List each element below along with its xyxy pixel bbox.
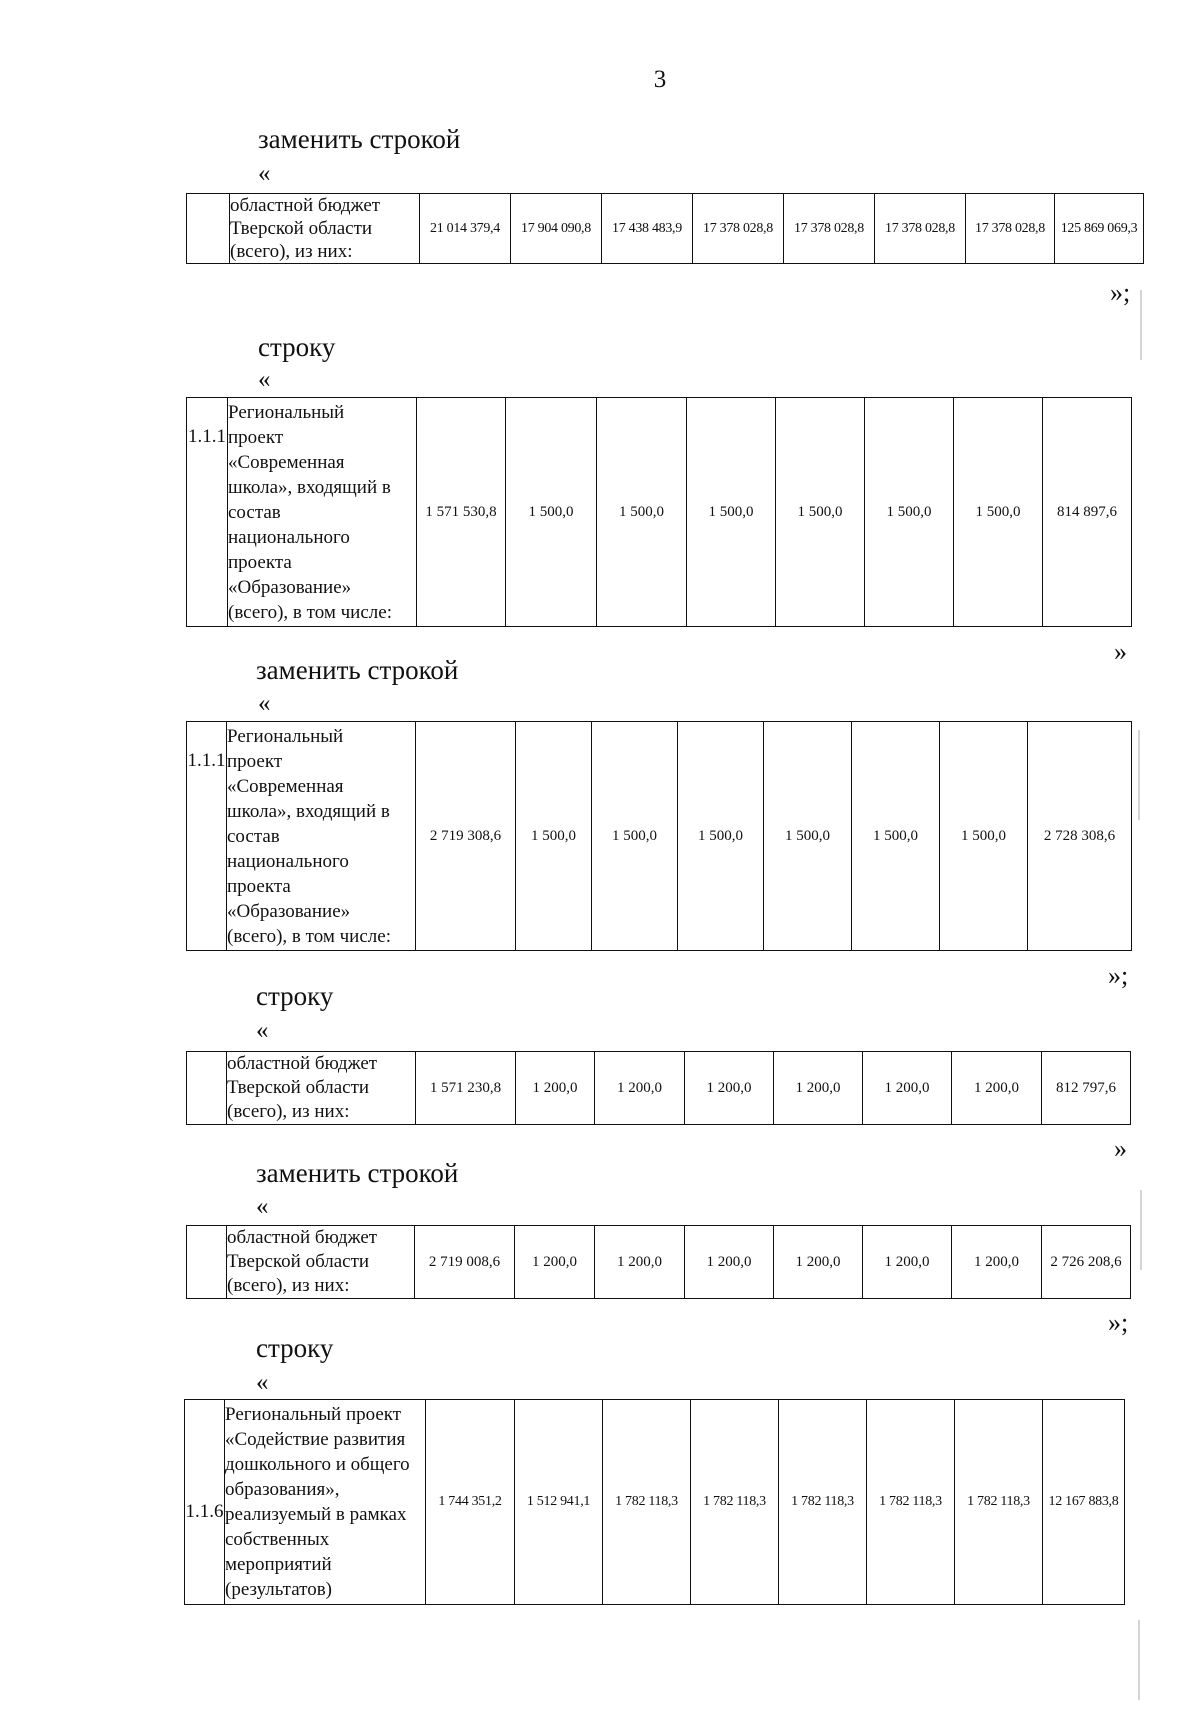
project-row-table <box>184 1399 1125 1605</box>
open-quote: « <box>258 160 271 187</box>
value-cell: 12 167 883,8 <box>1043 1400 1125 1605</box>
close-quote: »; <box>1108 961 1129 990</box>
value-cell: 1 200,0 <box>774 1226 863 1299</box>
close-quote: »; <box>1108 1308 1129 1337</box>
row-label-line: (результатов) <box>225 1579 333 1600</box>
value-cell: 1 500,0 <box>865 398 954 627</box>
project-row-table <box>186 721 1132 951</box>
budget-row-table <box>186 1051 1131 1125</box>
value-cell: 812 797,6 <box>1042 1052 1131 1125</box>
row-label-line: проект <box>227 750 283 772</box>
row-label-line: национального <box>228 526 350 548</box>
row-code <box>187 194 230 264</box>
value-cell: 1 200,0 <box>685 1226 774 1299</box>
open-quote: « <box>258 690 271 717</box>
value-cell: 17 438 483,9 <box>602 194 693 264</box>
row-label-line: Региональный <box>228 401 345 423</box>
value-cell: 1 782 118,3 <box>603 1400 691 1605</box>
value-cell: 1 744 351,2 <box>426 1400 515 1605</box>
row-label-line: проекта <box>228 551 292 573</box>
row-label-line: Тверской области <box>230 218 373 239</box>
row-label-line: состав <box>227 825 280 847</box>
value-cell: 1 200,0 <box>863 1052 952 1125</box>
value-cell: 1 782 118,3 <box>867 1400 955 1605</box>
value-cell: 1 500,0 <box>940 722 1028 951</box>
row-label-line: (всего), в том числе: <box>227 925 391 947</box>
row-label-line: национального <box>227 850 349 872</box>
value-cell: 1 500,0 <box>597 398 687 627</box>
row-heading: строку <box>256 981 334 1011</box>
value-cell: 17 378 028,8 <box>966 194 1055 264</box>
value-cell: 1 500,0 <box>678 722 764 951</box>
project-row-table <box>186 397 1132 627</box>
value-cell: 1 500,0 <box>516 722 592 951</box>
row-label <box>227 722 416 951</box>
value-cell: 1 200,0 <box>952 1226 1042 1299</box>
value-cell: 1 500,0 <box>954 398 1043 627</box>
scan-artifact <box>1138 1620 1140 1700</box>
row-heading: строку <box>258 332 336 362</box>
value-cell: 1 500,0 <box>687 398 776 627</box>
budget-row-table <box>186 193 1144 264</box>
replace-heading: заменить строкой <box>256 1158 459 1188</box>
row-label-line: областной бюджет <box>227 1227 378 1248</box>
row-label-line: школа», входящий в <box>227 800 390 822</box>
row-label <box>230 194 420 264</box>
page-number: 3 <box>653 66 667 93</box>
row-label-line: Тверской области <box>227 1251 370 1272</box>
scan-artifact <box>1140 1190 1142 1270</box>
row-label <box>225 1400 426 1605</box>
row-label <box>227 1226 415 1299</box>
value-cell: 125 869 069,3 <box>1055 194 1144 264</box>
row-code <box>187 1052 227 1125</box>
row-label-line: дошкольного и общего <box>225 1454 410 1475</box>
value-cell: 2 719 308,6 <box>416 722 516 951</box>
row-code: 1.1.1 <box>187 722 227 951</box>
value-cell: 1 571 230,8 <box>416 1052 516 1125</box>
open-quote: « <box>258 366 271 393</box>
row-label-line: школа», входящий в <box>228 476 391 498</box>
row-label-line: областной бюджет <box>227 1053 378 1074</box>
value-cell: 1 782 118,3 <box>691 1400 779 1605</box>
replace-heading: заменить строкой <box>256 655 459 685</box>
budget-row-table <box>186 1225 1131 1299</box>
open-quote: « <box>256 1369 269 1396</box>
value-cell: 1 200,0 <box>863 1226 952 1299</box>
close-quote: » <box>1114 1134 1127 1163</box>
close-quote: »; <box>1110 278 1131 307</box>
value-cell: 1 500,0 <box>764 722 852 951</box>
replace-heading: заменить строкой <box>258 124 461 154</box>
scan-artifact <box>1140 290 1142 360</box>
value-cell: 21 014 379,4 <box>420 194 511 264</box>
value-cell: 1 200,0 <box>595 1052 685 1125</box>
row-label-line: мероприятий <box>225 1554 332 1575</box>
value-cell: 1 200,0 <box>685 1052 774 1125</box>
row-label-line: «Образование» <box>228 576 352 598</box>
value-cell: 814 897,6 <box>1043 398 1132 627</box>
row-label-line: областной бюджет <box>230 195 381 216</box>
row-heading: строку <box>256 1333 334 1363</box>
row-code: 1.1.1 <box>187 398 228 627</box>
row-label-line: «Современная <box>227 775 344 797</box>
row-label-line: реализуемый в рамках <box>225 1504 407 1525</box>
row-label-line: собственных <box>225 1529 330 1550</box>
row-label <box>227 1052 416 1125</box>
value-cell: 2 726 208,6 <box>1042 1226 1131 1299</box>
value-cell: 17 378 028,8 <box>875 194 966 264</box>
row-label <box>228 398 417 627</box>
row-label-line: «Современная <box>228 451 345 473</box>
value-cell: 1 200,0 <box>774 1052 863 1125</box>
row-label-line: (всего), из них: <box>227 1275 350 1296</box>
scan-artifact <box>1138 730 1140 820</box>
value-cell: 1 200,0 <box>515 1226 595 1299</box>
row-code <box>187 1226 227 1299</box>
value-cell: 1 571 530,8 <box>417 398 506 627</box>
value-cell: 1 500,0 <box>852 722 940 951</box>
value-cell: 1 782 118,3 <box>779 1400 867 1605</box>
open-quote: « <box>256 1193 269 1220</box>
value-cell: 1 500,0 <box>506 398 597 627</box>
row-label-line: «Содействие развития <box>225 1429 406 1450</box>
row-label-line: «Образование» <box>227 900 351 922</box>
value-cell: 1 200,0 <box>516 1052 595 1125</box>
row-code: 1.1.6 <box>185 1400 225 1605</box>
row-label-line: проект <box>228 426 284 448</box>
value-cell: 1 200,0 <box>952 1052 1042 1125</box>
value-cell: 17 378 028,8 <box>693 194 784 264</box>
value-cell: 17 378 028,8 <box>784 194 875 264</box>
row-label-line: (всего), из них: <box>227 1101 350 1122</box>
value-cell: 1 512 941,1 <box>515 1400 603 1605</box>
row-label-line: Региональный <box>227 725 344 747</box>
close-quote: » <box>1114 637 1127 666</box>
value-cell: 1 782 118,3 <box>955 1400 1043 1605</box>
value-cell: 2 728 308,6 <box>1028 722 1132 951</box>
value-cell: 1 500,0 <box>592 722 678 951</box>
value-cell: 2 719 008,6 <box>415 1226 515 1299</box>
row-label-line: Тверской области <box>227 1077 370 1098</box>
row-label-line: (всего), в том числе: <box>228 601 392 623</box>
row-label-line: Региональный проект <box>225 1404 402 1425</box>
value-cell: 1 200,0 <box>595 1226 685 1299</box>
value-cell: 17 904 090,8 <box>511 194 602 264</box>
row-label-line: (всего), из них: <box>230 241 353 262</box>
row-label-line: образования», <box>225 1479 340 1500</box>
value-cell: 1 500,0 <box>776 398 865 627</box>
open-quote: « <box>256 1017 269 1044</box>
row-label-line: проекта <box>227 875 291 897</box>
row-label-line: состав <box>228 501 281 523</box>
